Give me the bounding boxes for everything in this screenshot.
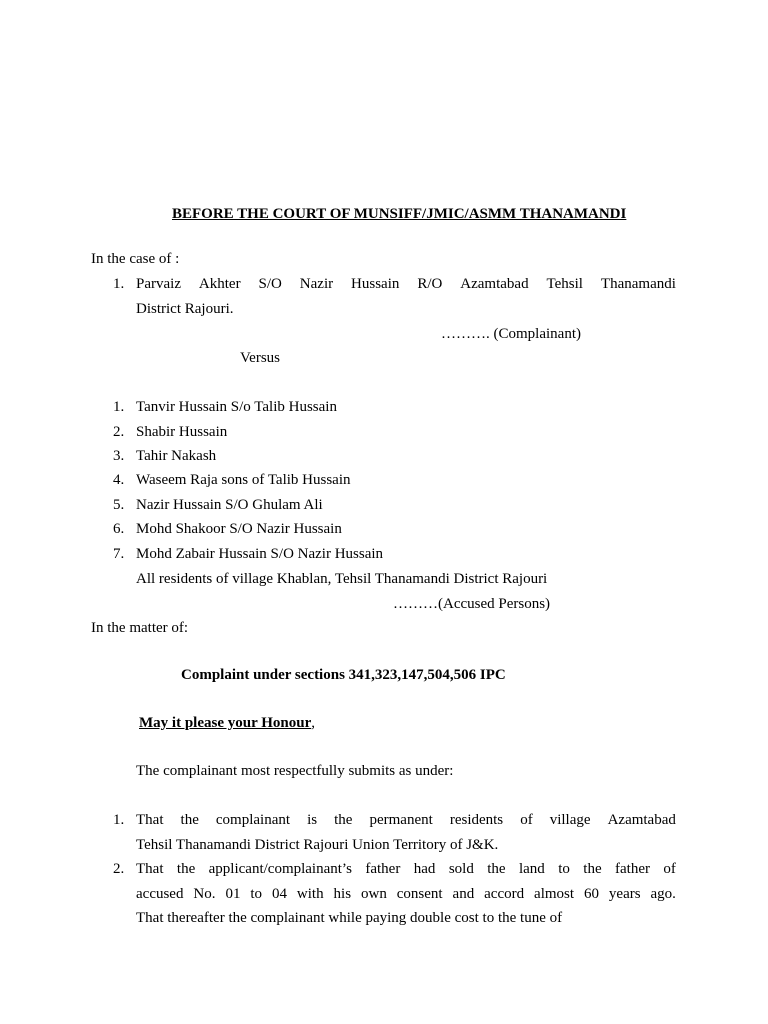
complaint-title: Complaint under sections 341,323,147,504,506 IPC — [181, 667, 506, 683]
word: accused — [136, 886, 184, 902]
word: Azamtabad — [460, 276, 529, 292]
word: 60 — [583, 886, 599, 902]
complainant-line-1 — [136, 275, 676, 293]
complainant-role: ………. (Complainant) — [441, 326, 581, 342]
word: his — [333, 886, 352, 902]
accused-item: Tahir Nakash — [136, 448, 217, 464]
word: land — [518, 861, 545, 877]
word: permanent — [369, 812, 433, 828]
paragraph-number: 1. — [113, 812, 125, 828]
paragraph-1-line-2: Tehsil Thanamandi District Rajouri Union Territory of J&K. — [136, 837, 499, 853]
paragraph-2-line-2 — [136, 885, 676, 903]
word: the — [487, 861, 506, 877]
accused-residence: All residents of village Khablan, Tehsil Thanamandi District Rajouri — [136, 571, 548, 587]
word: ago. — [650, 886, 676, 902]
word: That — [136, 812, 164, 828]
paragraph-number: 2. — [113, 861, 125, 877]
court-heading: BEFORE THE COURT OF MUNSIFF/JMIC/ASMM THANAMANDI — [172, 206, 627, 222]
word: own — [360, 886, 387, 902]
accused-number: 1. — [113, 399, 125, 415]
word: to — [558, 861, 570, 877]
complainant-line-2: District Rajouri. — [136, 301, 234, 317]
word: Thanamandi — [600, 276, 676, 292]
word: had — [413, 861, 436, 877]
paragraph-2-line-1 — [136, 860, 676, 878]
word: Hussain — [351, 276, 400, 292]
in-the-case-of-label: In the case of : — [91, 251, 180, 267]
word: 04 — [271, 886, 287, 902]
word: to — [250, 886, 263, 902]
word: residents — [449, 812, 504, 828]
word: the — [180, 812, 199, 828]
complainant-number: 1. — [113, 276, 125, 292]
word: almost — [534, 886, 575, 902]
accused-number: 3. — [113, 448, 125, 464]
word: Akhter — [198, 276, 241, 292]
word: Nazir — [299, 276, 334, 292]
word: with — [296, 886, 324, 902]
intro-text: The complainant most respectfully submits as under: — [136, 763, 454, 779]
accused-role: ………(Accused Persons) — [393, 596, 551, 612]
salutation-line — [139, 714, 315, 732]
accused-number: 2. — [113, 424, 125, 440]
word: complainant — [215, 812, 291, 828]
versus-label: Versus — [240, 350, 280, 366]
word: village — [549, 812, 591, 828]
word: the — [334, 812, 353, 828]
word: of — [520, 812, 533, 828]
word: 01 — [225, 886, 241, 902]
accused-item: Mohd Zabair Hussain S/O Nazir Hussain — [136, 546, 384, 562]
word: father — [365, 861, 401, 877]
accused-number: 6. — [113, 521, 125, 537]
word: Azamtabad — [607, 812, 676, 828]
word: That — [136, 861, 164, 877]
word: Tehsil — [546, 276, 583, 292]
word: and — [452, 886, 475, 902]
word: consent — [396, 886, 443, 902]
word: is — [307, 812, 318, 828]
paragraph-2-line-3: That thereafter the complainant while paying double cost to the tune of — [136, 910, 563, 926]
salutation: May it please your Honour — [139, 715, 312, 731]
word: of — [663, 861, 676, 877]
accused-item: Mohd Shakoor S/O Nazir Hussain — [136, 521, 342, 537]
word: No. — [193, 886, 216, 902]
word: R/O — [417, 276, 443, 292]
salutation-comma: , — [311, 715, 315, 731]
accused-number: 4. — [113, 472, 125, 488]
in-the-matter-of-label: In the matter of: — [91, 620, 189, 636]
paragraph-1-line-1 — [136, 811, 676, 829]
word: S/O — [258, 276, 282, 292]
accused-item: Waseem Raja sons of Talib Hussain — [136, 472, 351, 488]
word: the — [176, 861, 196, 877]
accused-number: 5. — [113, 497, 125, 513]
word: father — [615, 861, 650, 877]
accused-item: Nazir Hussain S/O Ghulam Ali — [136, 497, 323, 513]
word: applicant/complainant’s — [208, 861, 352, 877]
accused-item: Shabir Hussain — [136, 424, 228, 440]
word: the — [583, 861, 602, 877]
accused-item: Tanvir Hussain S/o Talib Hussain — [136, 399, 337, 415]
word: Parvaiz — [136, 276, 181, 292]
word: years — [608, 886, 641, 902]
accused-number: 7. — [113, 546, 125, 562]
word: sold — [448, 861, 474, 877]
word: accord — [484, 886, 525, 902]
